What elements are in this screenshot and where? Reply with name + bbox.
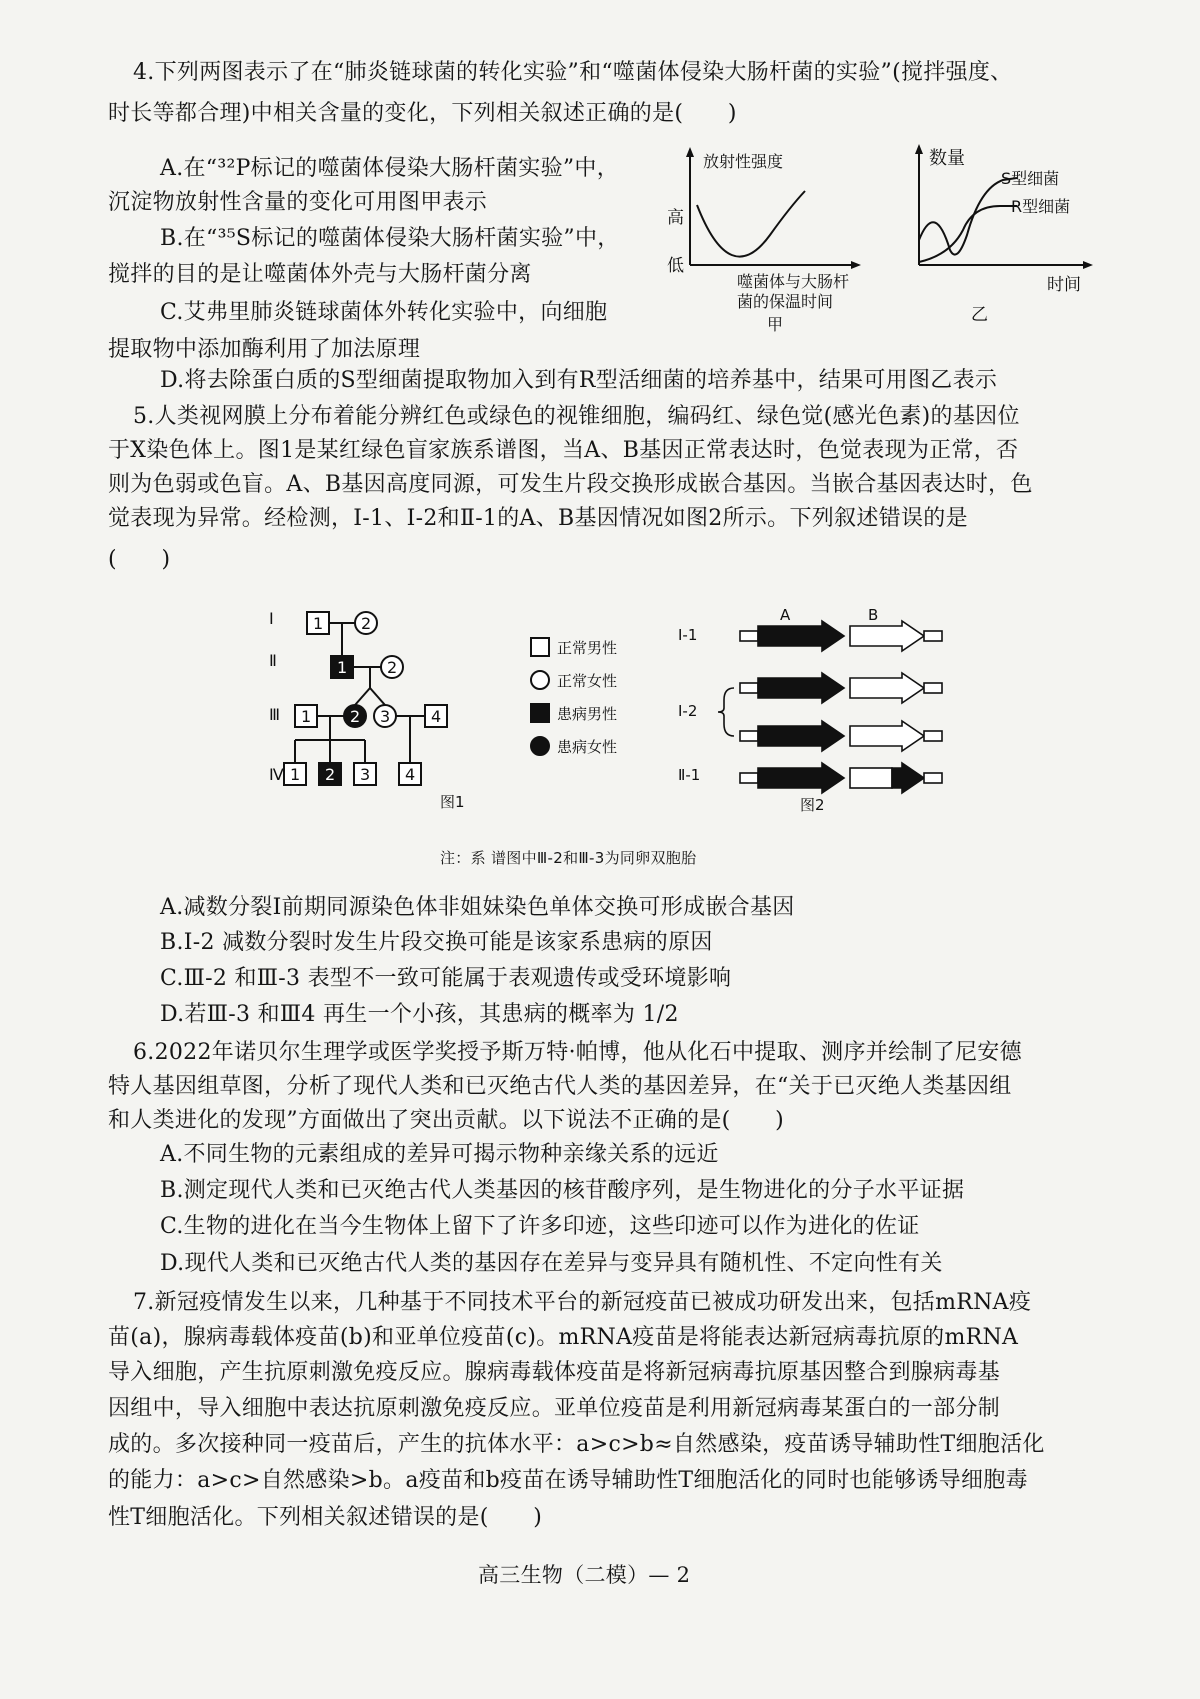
q5-option-c: C.Ⅲ-2 和Ⅲ-3 表型不一致可能属于表观遗传或受环境影响 bbox=[160, 966, 732, 991]
jia-caption: 甲 bbox=[767, 315, 784, 334]
iii-3-number: 3 bbox=[380, 707, 391, 726]
iv-4-number: 4 bbox=[405, 765, 416, 784]
q7-line3: 导入细胞，产生抗原刺激免疫反应。腺病毒载体疫苗是将新冠病毒抗原基因整合到腺病毒基 bbox=[108, 1360, 1001, 1385]
q6-option-c: C.生物的进化在当今生物体上留下了许多印迹，这些印迹可以作为进化的佐证 bbox=[160, 1214, 920, 1239]
yi-x-title: 时间 bbox=[1047, 275, 1081, 295]
figure-2-caption: 图2 bbox=[800, 796, 825, 814]
gen-iv-label: Ⅳ bbox=[269, 765, 284, 784]
iv-2-number: 2 bbox=[325, 765, 336, 784]
figure-jia bbox=[655, 145, 865, 345]
q6-option-a: A.不同生物的元素组成的差异可揭示物种亲缘关系的远近 bbox=[160, 1142, 719, 1167]
gen-iii-label: Ⅲ bbox=[269, 705, 281, 724]
q5-option-b: B.Ⅰ-2 减数分裂时发生片段交换可能是该家系患病的原因 bbox=[160, 930, 713, 955]
legend-normal-male-symbol bbox=[531, 638, 549, 656]
figure-1-caption: 图1 bbox=[440, 793, 465, 810]
figure-note: 注：系 谱图中Ⅲ-2和Ⅲ-3为同卵双胞胎 bbox=[440, 849, 697, 867]
twin-line-left bbox=[355, 688, 370, 705]
ii-1-number: 1 bbox=[337, 658, 348, 677]
legend-normal-female-symbol bbox=[531, 671, 549, 689]
legend-affected-male-symbol bbox=[531, 704, 549, 722]
q7-line6: 的能力：a>c>自然感染>b。a疫苗和b疫苗在诱导辅助性T细胞活化的同时也能够诱导细胞毒 bbox=[108, 1468, 1028, 1493]
iv-1-number: 1 bbox=[290, 765, 301, 784]
q6-option-b: B.测定现代人类和已灭绝古代人类基因的核苷酸序列，是生物进化的分子水平证据 bbox=[160, 1178, 965, 1203]
jia-y-low: 低 bbox=[667, 256, 684, 276]
yi-s-curve bbox=[919, 178, 1017, 255]
i-2-number: 2 bbox=[361, 614, 372, 633]
gene-row-i-1 bbox=[740, 621, 942, 651]
gen-i-label: Ⅰ bbox=[269, 609, 274, 628]
q4-option-a-line1: A.在“³²P标记的噬菌体侵染大肠杆菌实验”中， bbox=[160, 156, 620, 181]
jia-curve bbox=[697, 191, 805, 257]
q5-stem-line1: 5.人类视网膜上分布着能分辨红色或绿色的视锥细胞，编码红、绿色觉(感光色素)的基因位 bbox=[133, 404, 1020, 429]
q4-option-b-line1: B.在“³⁵S标记的噬菌体侵染大肠杆菌实验”中， bbox=[160, 226, 620, 251]
yi-r-label: R型细菌 bbox=[1011, 197, 1071, 216]
q5-option-a: A.减数分裂Ⅰ前期同源染色体非姐妹染色单体交换可形成嵌合基因 bbox=[160, 895, 795, 920]
q5-option-d: D.若Ⅲ-3 和Ⅲ4 再生一个小孩，其患病的概率为 1/2 bbox=[160, 1002, 679, 1027]
gene-b-label: B bbox=[868, 606, 879, 624]
legend-normal-male-label: 正常男性 bbox=[557, 639, 618, 657]
row-ii-1-label: Ⅱ-1 bbox=[678, 766, 701, 784]
q6-stem-line2: 特人基因组草图，分析了现代人类和已灭绝古代人类的基因差异，在“关于已灭绝人类基因组 bbox=[108, 1074, 1012, 1099]
q7-line7: 性T细胞活化。下列相关叙述错误的是( ) bbox=[108, 1505, 543, 1530]
yi-y-title: 数量 bbox=[929, 148, 965, 169]
jia-x-title-line2: 菌的保温时间 bbox=[737, 292, 834, 311]
q5-stem-line3: 则为色弱或色盲。A、B基因高度同源，可发生片段交换形成嵌合基因。当嵌合基因表达时，色 bbox=[108, 472, 1033, 497]
q4-option-d: D.将去除蛋白质的S型细菌提取物加入到有R型活细菌的培养基中，结果可用图乙表示 bbox=[160, 368, 998, 393]
jia-x-arrow bbox=[851, 261, 861, 269]
legend-affected-male-label: 患病男性 bbox=[557, 705, 618, 723]
i-2-brace bbox=[718, 688, 734, 736]
q7-line5: 成的。多次接种同一疫苗后，产生的抗体水平：a>c>b≈自然感染，疫苗诱导辅助性T细胞活化 bbox=[108, 1432, 1045, 1457]
row-i-1-label: Ⅰ-1 bbox=[678, 626, 698, 644]
ii-2-number: 2 bbox=[387, 658, 398, 677]
iii-1-number: 1 bbox=[301, 707, 312, 726]
q5-stem-line4: 觉表现为异常。经检测，Ⅰ-1、Ⅰ-2和Ⅱ-1的A、B基因情况如图2所示。下列叙述错误的是 bbox=[108, 506, 968, 531]
q4-option-c-line2: 提取物中添加酶利用了加法原理 bbox=[108, 337, 421, 362]
figure-1-pedigree bbox=[255, 600, 625, 810]
legend-normal-female-label: 正常女性 bbox=[557, 672, 618, 690]
gen-ii-label: Ⅱ bbox=[269, 651, 277, 670]
jia-x-title-line1: 噬菌体与大肠杆 bbox=[737, 272, 850, 291]
figure-2-genes bbox=[672, 600, 972, 815]
twin-line-right bbox=[370, 688, 385, 705]
jia-y-high: 高 bbox=[667, 208, 684, 228]
gene-row-i-2-upper bbox=[740, 673, 942, 703]
figure-yi bbox=[905, 140, 1105, 330]
q4-stem-line2: 时长等都合理)中相关含量的变化，下列相关叙述正确的是( ) bbox=[108, 101, 737, 126]
q4-option-c-line1: C.艾弗里肺炎链球菌体外转化实验中，向细胞 bbox=[160, 300, 608, 325]
q4-stem-line1: 4.下列两图表示了在“肺炎链球菌的转化实验”和“噬菌体侵染大肠杆菌的实验”(搅拌强度、 bbox=[133, 60, 1013, 85]
i-1-number: 1 bbox=[313, 614, 324, 633]
yi-caption: 乙 bbox=[971, 305, 988, 325]
iii-4-number: 4 bbox=[431, 707, 442, 726]
row-i-2-label: Ⅰ-2 bbox=[678, 702, 698, 720]
jia-y-title: 放射性强度 bbox=[703, 152, 784, 171]
q6-stem-line3: 和人类进化的发现”方面做出了突出贡献。以下说法不正确的是( ) bbox=[108, 1108, 785, 1133]
jia-y-arrow bbox=[686, 147, 694, 157]
legend-affected-female-symbol bbox=[531, 737, 549, 755]
q4-option-b-line2: 搅拌的目的是让噬菌体外壳与大肠杆菌分离 bbox=[108, 262, 532, 287]
iv-3-number: 3 bbox=[360, 765, 371, 784]
q5-stem-line5: ( ) bbox=[108, 547, 171, 572]
yi-y-arrow bbox=[915, 144, 923, 154]
gene-row-ii-1 bbox=[740, 763, 942, 793]
q6-option-d: D.现代人类和已灭绝古代人类的基因存在差异与变异具有随机性、不定向性有关 bbox=[160, 1251, 943, 1276]
gene-row-i-2-lower bbox=[740, 721, 942, 751]
q7-line4: 因组中，导入细胞中表达抗原刺激免疫反应。亚单位疫苗是利用新冠病毒某蛋白的一部分制 bbox=[108, 1396, 1001, 1421]
yi-x-arrow bbox=[1083, 261, 1093, 269]
yi-s-label: S型细菌 bbox=[1001, 169, 1060, 188]
gene-a-label: A bbox=[780, 606, 791, 624]
q4-option-a-line2: 沉淀物放射性含量的变化可用图甲表示 bbox=[108, 190, 488, 215]
q7-line2: 苗(a)，腺病毒载体疫苗(b)和亚单位疫苗(c)。mRNA疫苗是将能表达新冠病毒抗原的mRNA bbox=[108, 1325, 1019, 1350]
page-footer: 高三生物（二模）— 2 bbox=[478, 1563, 691, 1587]
q7-line1: 7.新冠疫情发生以来，几种基于不同技术平台的新冠疫苗已被成功研发出来，包括mRNA疫 bbox=[133, 1290, 1032, 1315]
legend-affected-female-label: 患病女性 bbox=[557, 738, 618, 756]
q6-stem-line1: 6.2022年诺贝尔生理学或医学奖授予斯万特·帕博，他从化石中提取、测序并绘制了尼安德 bbox=[133, 1040, 1022, 1065]
q5-stem-line2: 于X染色体上。图1是某红绿色盲家族系谱图，当A、B基因正常表达时，色觉表现为正常，否 bbox=[108, 438, 1019, 463]
iii-2-number: 2 bbox=[350, 707, 361, 726]
